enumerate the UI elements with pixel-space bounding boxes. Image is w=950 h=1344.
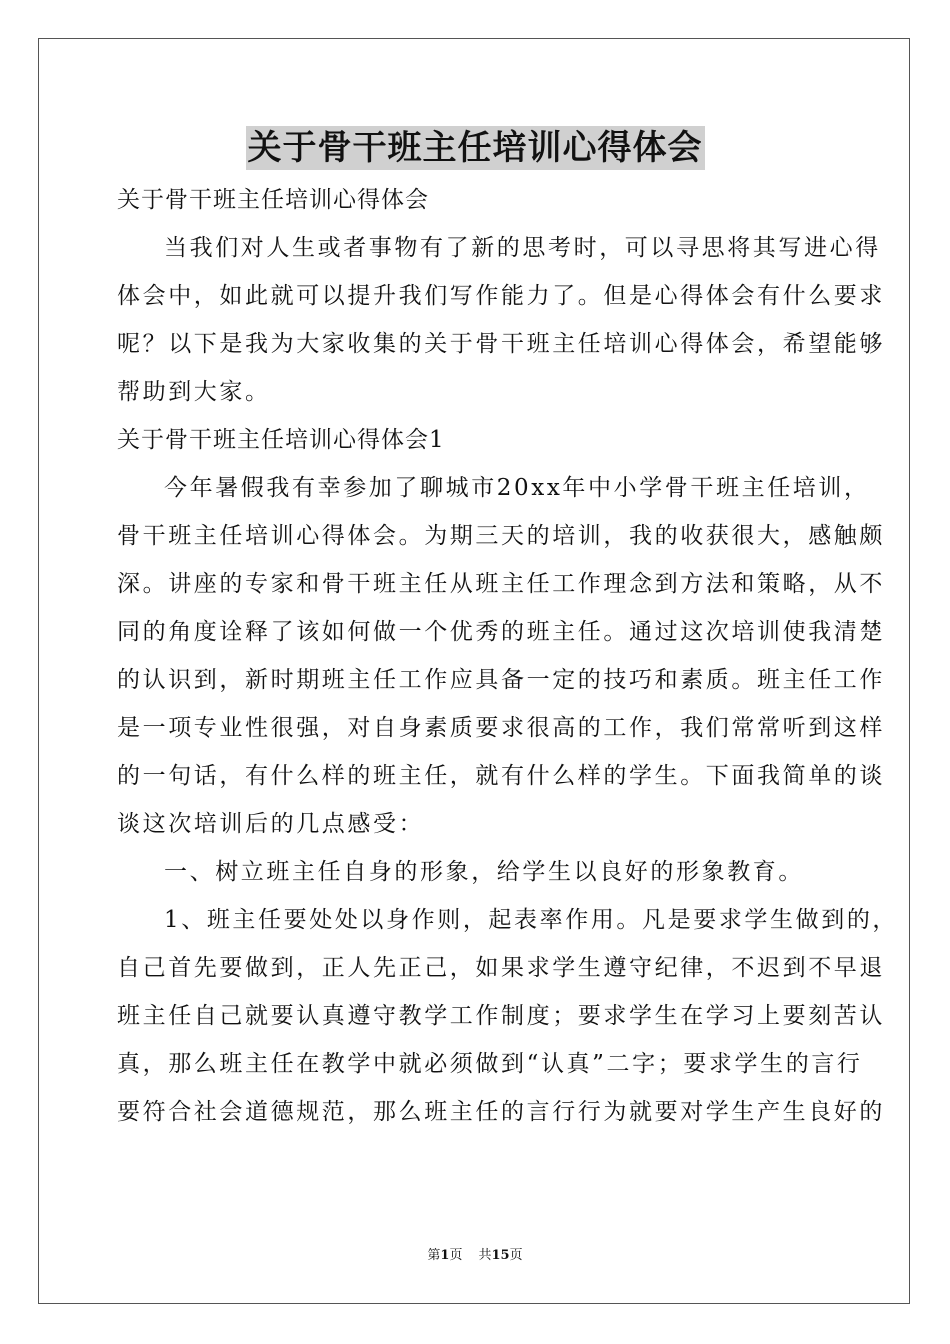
text-line: 深。讲座的专家和骨干班主任从班主任工作理念到方法和策略，从不 (117, 571, 885, 597)
page-suffix: 页 (449, 1248, 463, 1263)
section-heading: 关于骨干班主任培训心得体会 (117, 187, 429, 213)
title-container (0, 126, 950, 170)
total-pages: 15 (491, 1248, 510, 1263)
text-line: 一、树立班主任自身的形象，给学生以良好的形象教育。 (164, 859, 804, 885)
page-footer (0, 1246, 950, 1266)
text-line: 是一项专业性很强，对自身素质要求很高的工作，我们常常听到这样 (117, 715, 885, 741)
text-line: 呢？以下是我为大家收集的关于骨干班主任培训心得体会，希望能够 (117, 331, 885, 357)
text-line: 1、班主任要处处以身作则，起表率作用。凡是要求学生做到的， (164, 907, 899, 933)
document-body (117, 176, 899, 1136)
total-suffix: 页 (509, 1248, 523, 1263)
text-line: 真，那么班主任在教学中就必须做到“认真”二字；要求学生的言行 (117, 1051, 863, 1077)
text-line: 帮助到大家。 (117, 379, 271, 405)
text-line: 自己首先要做到，正人先正己，如果求学生遵守纪律，不迟到不早退 (117, 955, 885, 981)
text-line: 班主任自己就要认真遵守教学工作制度；要求学生在学习上要刻苦认 (117, 1003, 885, 1029)
text-line: 骨干班主任培训心得体会。为期三天的培训，我的收获很大，感触颇 (117, 523, 885, 549)
section-heading: 关于骨干班主任培训心得体会1 (117, 427, 445, 453)
page-prefix: 第 (427, 1248, 441, 1263)
text-line: 同的角度诠释了该如何做一个优秀的班主任。通过这次培训使我清楚 (117, 619, 885, 645)
text-line: 体会中，如此就可以提升我们写作能力了。但是心得体会有什么要求 (117, 283, 885, 309)
total-prefix: 共 (478, 1248, 492, 1263)
text-line: 的一句话，有什么样的班主任，就有什么样的学生。下面我简单的谈 (117, 763, 885, 789)
page-number: 1 (440, 1248, 450, 1263)
text-line: 谈这次培训后的几点感受： (117, 811, 425, 837)
text-line: 当我们对人生或者事物有了新的思考时，可以寻思将其写进心得 (164, 235, 881, 261)
text-line: 今年暑假我有幸参加了聊城市20xx年中小学骨干班主任培训， (164, 475, 870, 501)
text-line: 的认识到，新时期班主任工作应具备一定的技巧和素质。班主任工作 (117, 667, 885, 693)
document-title: 关于骨干班主任培训心得体会 (247, 128, 703, 168)
text-line: 要符合社会道德规范，那么班主任的言行行为就要对学生产生良好的 (117, 1099, 885, 1125)
